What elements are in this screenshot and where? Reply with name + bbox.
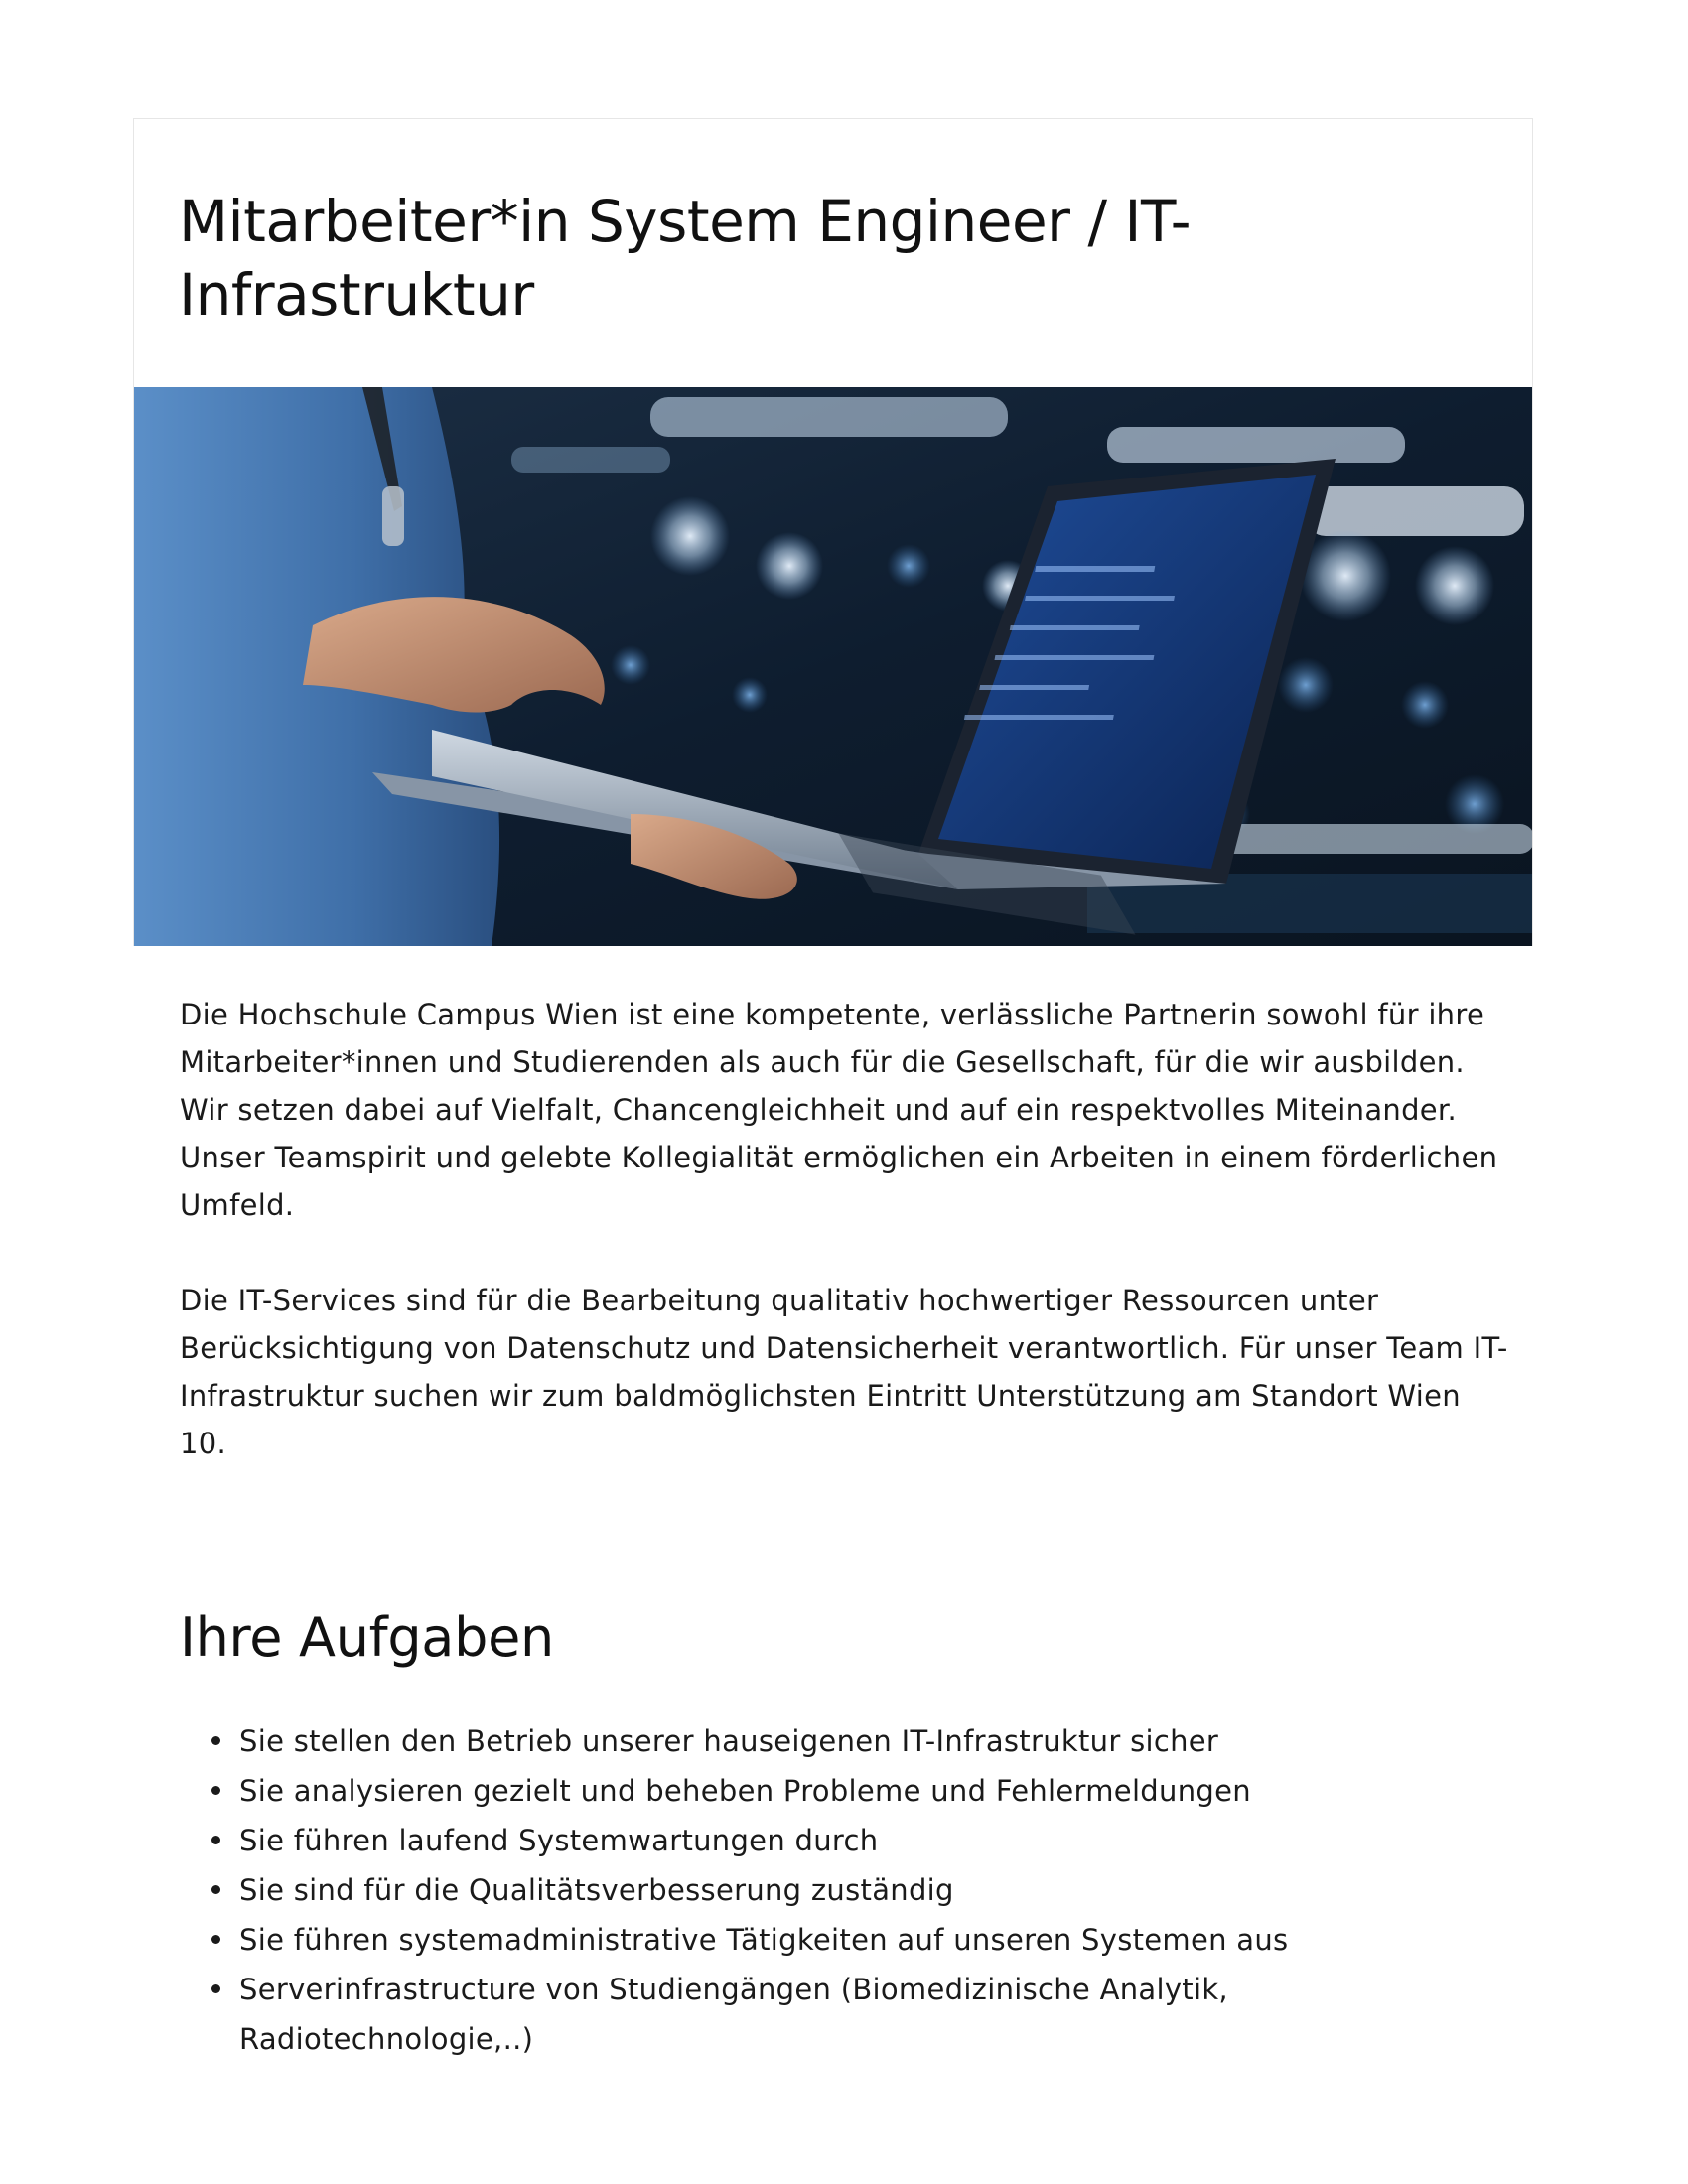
list-item — [180, 1766, 1471, 1816]
bullet-icon — [211, 1984, 220, 1993]
bullet-icon — [211, 1836, 220, 1844]
intro-section — [180, 991, 1510, 1467]
bullet-icon — [211, 1786, 220, 1795]
list-item-text: Sie analysieren gezielt und beheben Probleme und Fehlermeldungen — [239, 1774, 1251, 1808]
list-item-text: Sie sind für die Qualitätsverbesserung zuständig — [239, 1873, 954, 1907]
list-item-text: Sie führen systemadministrative Tätigkeiten auf unseren Systemen aus — [239, 1923, 1289, 1957]
list-item-text: Sie stellen den Betrieb unserer hauseigenen IT-Infrastruktur sicher — [239, 1724, 1219, 1758]
bullet-icon — [211, 1935, 220, 1944]
list-item — [180, 1816, 1471, 1865]
list-item — [180, 1865, 1471, 1915]
list-item — [180, 1716, 1471, 1766]
hero-image — [134, 387, 1532, 946]
intro-paragraph: Die Hochschule Campus Wien ist eine kompetente, verlässliche Partnerin sowohl für ihre Mitarbeiter*innen und Studierenden als auch für die Gesellschaft, für die wir ausbilden. Wir setzen dabei auf Vielfalt, Chancengleichheit und auf ein respektvolles Miteinander. Unser Teamspirit und gelebte Kollegialität ermöglichen ein Arbeiten in einem förderlichen Umfeld. — [180, 998, 1498, 1222]
bullet-icon — [211, 1736, 220, 1745]
job-title: Mitarbeiter*in System Engineer / IT-Infrastruktur — [179, 188, 1192, 329]
tasks-heading: Ihre Aufgaben — [180, 1606, 554, 1669]
tasks-list — [180, 1716, 1471, 2064]
list-item-text: Serverinfrastructure von Studiengängen (Biomedizinische Analytik, Radiotechnologie,..) — [239, 1973, 1228, 2056]
bullet-icon — [211, 1885, 220, 1894]
list-item — [180, 1965, 1471, 2064]
job-header-card — [133, 118, 1533, 946]
list-item — [180, 1915, 1471, 1965]
intro-paragraph: Die IT-Services sind für die Bearbeitung qualitativ hochwertiger Ressourcen unter Berücksichtigung von Datenschutz und Datensicherheit verantwortlich. Für unser Team IT-Infrastruktur suchen wir zum baldmöglichsten Eintritt Unterstützung am Standort Wien 10. — [180, 1284, 1508, 1460]
list-item-text: Sie führen laufend Systemwartungen durch — [239, 1824, 879, 1857]
